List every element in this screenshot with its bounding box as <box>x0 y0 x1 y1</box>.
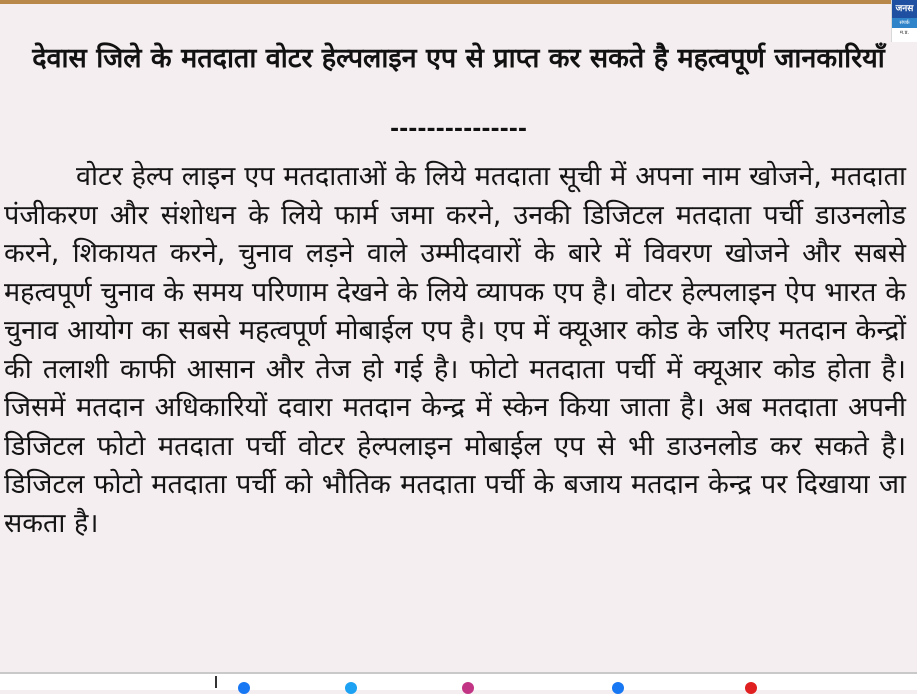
facebook-icon[interactable] <box>238 682 250 694</box>
footer-divider <box>215 676 217 688</box>
instagram-icon[interactable] <box>462 682 474 694</box>
logo-text: जनस <box>892 0 917 18</box>
youtube-icon[interactable] <box>745 682 757 694</box>
logo-foot: म.प्र. <box>899 30 909 36</box>
logo-subtext: संपर्क <box>892 18 917 28</box>
top-accent-bar <box>0 0 917 4</box>
article-body: वोटर हेल्प लाइन एप मतदाताओं के लिये मतदाता सूची में अपना नाम खोजने, मतदाता पंजीकरण और संशोधन के लिये फार्म जमा करने, उनकी डिजिटल मतदाता पर्ची डाउनलोड करने, शिकायत करने, चुनाव लड़ने वाले उम्मीदवारों के बारे में विवरण खोजने और सबसे महत्वपूर्ण चुनाव के समय परिणाम देखने के लिये व्यापक एप है। वोटर हेल्पलाइन ऐप भारत के चुनाव आयोग का सबसे महत्वपूर्ण मोबाईल एप है। एप में क्यूआर कोड के जरिए मतदान केन्द्रों की तलाशी काफी आसान और तेज हो गई है। फोटो मतदाता पर्ची में क्यूआर कोड होता है। जिसमें मतदान अधिकारियों दवारा मतदान केन्द्र में स्केन किया जाता है। अब मतदाता अपनी डिजिटल फोटो मतदाता पर्ची वोटर हेल्पलाइन मोबाईल एप से भी डाउनलोड कर सकते है। डिजिटल फोटो मतदाता पर्ची को भौतिक मतदाता पर्ची के बजाय मतदान केन्द्र पर दिखाया जा सकता है। <box>4 161 906 539</box>
jansampark-logo <box>891 0 917 42</box>
twitter-icon[interactable] <box>345 682 357 694</box>
facebook-icon[interactable] <box>612 682 624 694</box>
footer-strip <box>0 672 917 690</box>
article-headline: देवास जिले के मतदाता वोटर हेल्पलाइन एप से प्राप्त कर सकते है महत्वपूर्ण जानकारियाँ <box>32 43 885 74</box>
headline-separator: --------------- <box>390 117 527 142</box>
